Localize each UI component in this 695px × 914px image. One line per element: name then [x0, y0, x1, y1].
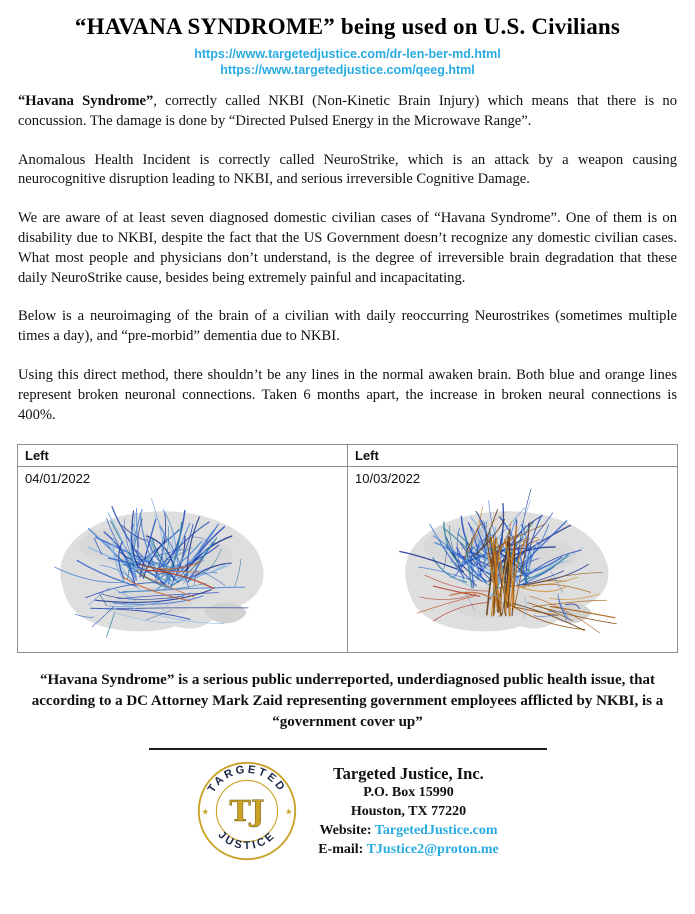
footer: [0, 760, 695, 862]
email-label: E-mail:: [318, 841, 364, 857]
paragraph-nkbi-definition: “Havana Syndrome”, correctly called NKBI (Non-Kinetic Brain Injury) which means that there is no concussion. The damage is done by “Directed Pulsed Energy in the Microwave Range”.: [18, 93, 677, 129]
targeted-justice-logo: [196, 760, 298, 862]
email-line: [318, 840, 499, 859]
header-links: [0, 46, 695, 78]
brain-scan-table: [17, 444, 678, 653]
email-link[interactable]: TJustice2@proton.me: [366, 841, 499, 857]
contact-block: [318, 764, 499, 859]
paragraph-method: Using this direct method, there shouldn’t be any lines in the normal awaken brain. Both blue and orange lines represent broken neuronal connections. Taken 6 months apart, the increase in broken neural connections is 400%.: [18, 366, 677, 423]
document-page: [0, 14, 695, 914]
paragraph-neurostrike: Anomalous Health Incident is correctly called NeuroStrike, which is an attack by a weapon causing neurocognitive disruption leading to NKBI, and serious irreversible Cognitive Damage.: [18, 151, 677, 188]
brain-tractography-image-october: [348, 486, 677, 652]
paragraph-civilian-cases: We are aware of at least seven diagnosed domestic civilian cases of “Havana Syndrome”. One of them is on disability due to NKBI, despite the fact that the US Government doesn’t recognize any domestic civilian cases. What most people and physicians don’t understand, is the degree of irreversible brain degradation that these daily NeuroStrike cause, besides being extremely painful and incapacitating.: [18, 210, 677, 286]
website-label: Website:: [319, 822, 372, 838]
scan-date: 10/03/2022: [355, 471, 421, 487]
city-line: Houston, TX 77220: [350, 803, 467, 819]
logo-monogram: TJ: [229, 794, 265, 829]
star-icon: ★: [201, 808, 210, 818]
scan-panel-october: [347, 445, 677, 652]
scan-panel-header: Left: [18, 445, 347, 467]
scan-date: 04/01/2022: [25, 471, 91, 487]
scan-panel-april: [18, 445, 347, 652]
po-box-line: P.O. Box 15990: [363, 784, 454, 800]
paragraph-lead-bold: “Havana Syndrome”: [18, 93, 154, 109]
star-icon: ★: [285, 808, 293, 818]
link-dr-len-ber[interactable]: https://www.targetedjustice.com/dr-len-ber-md.html: [194, 47, 501, 61]
org-name: Targeted Justice, Inc.: [333, 763, 484, 783]
website-line: [318, 821, 499, 840]
brain-tractography-image-april: [18, 486, 347, 652]
logo-ring-text-bottom: JUSTICE: [215, 829, 279, 853]
footer-divider: [149, 748, 547, 750]
body-text: [18, 92, 677, 425]
paragraph-neuroimaging-intro: Below is a neuroimaging of the brain of a civilian with daily reoccurring Neurostrikes (sometimes multiple times a day), and “pre-morbid” dementia due to NKBI.: [18, 308, 677, 345]
closing-statement: “Havana Syndrome” is a serious public underreported, underdiagnosed public health issue, that according to a DC Attorney Mark Zaid representing government employees afflicted by NKBI, is a “government cover up”: [31, 672, 664, 731]
logo-ring-text-top: TARGETED: [205, 764, 289, 796]
website-link[interactable]: TargetedJustice.com: [374, 822, 498, 838]
link-qeeg[interactable]: https://www.targetedjustice.com/qeeg.html: [220, 63, 475, 77]
scan-panel-header: Left: [348, 445, 677, 467]
page-title: “HAVANA SYNDROME” being used on U.S. Civilians: [74, 14, 621, 39]
